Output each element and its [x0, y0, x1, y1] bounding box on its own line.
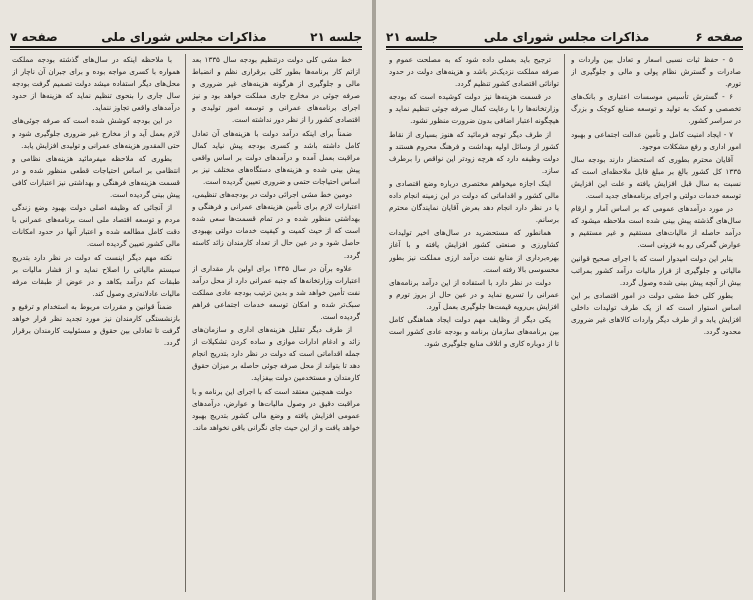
right-running-title: مذاکرات مجلس شورای ملی	[483, 30, 650, 44]
paragraph: ۷ - ایجاد امنیت کامل و تأمین عدالت اجتماعی و بهبود امور اداری و رفع مشکلات موجود.	[571, 129, 741, 151]
paragraph: ۶ - گسترش تأسیس موسسات اعتباری و بانک‌های تخصصی و کمک به تولید و توسعه صنایع کوچک و بزرگ در سراسر کشور.	[571, 92, 741, 126]
left-header-rule	[10, 46, 362, 48]
paragraph: علاوه برآن در سال ۱۳۳۵ برای اولین بار مقداری از اعتبارات وزارتخانه‌ها که جنبه عمرانی دارد از محل درآمد نفت تأمین خواهد شد و بدین ترتیب بودجه عادی مملکت سبک‌تر شده و امکان توسعه خدمات اجتماعی فراهم گردیده است.	[192, 263, 360, 321]
paragraph: از طرف دیگر توجه فرمائید که هنوز بسیاری از نقاط کشور از وسائل اولیه بهداشت و فرهنگ محروم هستند و دولت وظیفه دارد که هرچه زودتر این نواقص را برطرف سازد.	[389, 129, 559, 175]
paragraph: از طرف دیگر تقلیل هزینه‌های اداری و سازمان‌های زائد و ادغام ادارات موازی و ساده کردن تشکیلات از جمله اقداماتی است که دولت در نظر دارد بتدریج انجام دهد تا بتواند از محل صرفه جوئی حاصله بر میزان حقوق کارمندان و مستخدمین دولت بیفزاید.	[192, 325, 360, 383]
paragraph: اینک اجازه میخواهم مختصری درباره وضع اقتصادی و مالی کشور و اقداماتی که دولت در این زمینه انجام داده یا در نظر دارد انجام دهد بعرض آقایان نمایندگان محترم برسانم.	[389, 178, 559, 225]
paragraph: بطور کلی خط مشی دولت در امور اقتصادی بر این اساس استوار است که از یک طرف تولیدات داخلی افزایش یابد و از طرف دیگر واردات کالاهای غیر ضروری محدود گردد.	[571, 290, 741, 337]
left-page-header	[10, 22, 362, 44]
paragraph: آقایان محترم بطوری که استحضار دارند بودجه سال ۱۳۳۵ کل کشور بالغ بر مبلغ قابل ملاحظه‌ای است که نسبت به سال قبل افزایش یافته و علت این افزایش توسعه خدمات دولتی و اجرای برنامه‌های جدید است.	[571, 154, 741, 201]
paragraph: در قسمت هزینه‌ها نیز دولت کوشیده است که بودجه وزارتخانه‌ها را با رعایت کمال صرفه جوئی تنظیم نماید و هیچگونه اعتبار اضافی بدون ضرورت منظور نشود.	[389, 92, 559, 126]
paragraph: در مورد درآمدهای عمومی که بر اساس آمار و ارقام سال‌های گذشته پیش بینی شده است ملاحظه میشود که درآمد حاصله از مالیات‌های مستقیم و غیر مستقیم و عوارض گمرکی رو به فزونی است.	[571, 204, 741, 250]
left-column-divider	[185, 54, 186, 592]
right-session-label: جلسه ۲۱	[386, 30, 438, 44]
left-page-number: صفحه ۷	[10, 30, 58, 44]
paragraph: یکی دیگر از وظایف مهم دولت ایجاد هماهنگی کامل بین برنامه‌های سازمان برنامه و بودجه عادی کشور است تا از دوباره کاری و اتلاف منابع جلوگیری شود.	[389, 314, 559, 349]
paragraph: دومین خط مشی اجرائی دولت در بودجه‌های تنظیمی، اعتبارات لازم برای تأمین هزینه‌های عمرانی و فرهنگی و بهداشتی منظور شده و در تمام قسمت‌ها سعی شده است که از حیث کمیت و کیفیت خدمات دولتی بهبودی حاصل شود و در عین حال از تعداد کارمندان زائد کاسته گردد.	[192, 190, 360, 260]
right-column-divider	[564, 54, 565, 592]
paragraph: از آنجائی که وظیفه اصلی دولت بهبود وضع زندگی مردم و توسعه اقتصاد ملی است برنامه‌های عمرانی با دقت کامل مطالعه شده و اعتبار آنها در حدود امکانات مالی کشور تعیین گردیده است.	[12, 203, 180, 249]
left-page	[0, 0, 372, 600]
right-column-right	[571, 54, 741, 594]
left-column-left	[12, 54, 180, 594]
paragraph: ضمناً برای اینکه درآمد دولت با هزینه‌های آن تعادل کامل داشته باشد و کسری بودجه پیش نیاید کمال مراقبت بعمل آمده و درآمدهای دولت بر اساس واقعی پیش بینی شده و هزینه‌های دستگاه‌های مختلف نیز بر اساس احتیاجات حتمی و ضروری تعیین گردیده است.	[192, 128, 360, 186]
paragraph: بنابر این دولت امیدوار است که با اجرای صحیح قوانین مالیاتی و جلوگیری از فرار مالیات درآمد کشور بمراتب بیش از آنچه پیش بینی شده وصول گردد.	[571, 253, 741, 287]
right-header-rule	[386, 46, 743, 48]
paragraph: خط مشی کلی دولت درتنظیم بودجه سال ۱۳۳۵ بعد ازاتم کار برنامه‌ها بطور کلی برقراری نظم و انضباط مالی و جلوگیری از هرگونه هزینه‌های غیر ضروری و صرفه جوئی در مخارج جاری مملکت خواهد بود و نیز اجرای برنامه‌های عمرانی و توسعه امور تولیدی و اقتصادی کشور را از نظر دور نداشته است.	[192, 55, 360, 125]
paragraph: ترجیح باید بعملی داده شود که به مصلحت عموم و صرفه مملکت نزدیک‌تر باشد و هزینه‌های دولت در حدود توانائی اقتصادی کشور تنظیم گردد.	[389, 55, 559, 89]
left-header-rule-thin	[10, 49, 362, 50]
left-column-right	[192, 54, 360, 594]
paragraph: در این بودجه کوشش شده است که صرفه جوئی‌های لازم بعمل آید و از مخارج غیر ضروری جلوگیری شود و حتی المقدور هزینه‌های عمرانی و تولیدی افزایش یابد.	[12, 116, 180, 150]
right-header-rule-thin	[386, 49, 743, 50]
paragraph: نکته مهم دیگر اینست که دولت در نظر دارد بتدریج سیستم مالیاتی را اصلاح نماید و از فشار مالیات بر طبقات کم درآمد بکاهد و در عوض از طبقات مرفه مالیات عادلانه‌تری وصول کند.	[12, 252, 180, 298]
right-column-left	[389, 54, 559, 594]
paragraph: ۵ - حفظ ثبات نسبی اسعار و تعادل بین واردات و صادرات و گسترش نظام پولی و مالی و جلوگیری از تورم.	[571, 55, 741, 89]
left-running-title: مذاکرات مجلس شورای ملی	[101, 30, 267, 44]
paragraph: بطوری که ملاحظه میفرمائید هزینه‌های نظامی و انتظامی بر اساس احتیاجات قطعی منظور شده و در قسمت هزینه‌های فرهنگی و بهداشتی نیز اعتبارات کافی پیش بینی گردیده است.	[12, 153, 180, 200]
paragraph: با ملاحظه اینکه در سال‌های گذشته بودجه مملکت همواره با کسری مواجه بوده و برای جبران آن ناچار از محل‌های دیگر استفاده میشد دولت تصمیم گرفت بودجه سال جاری را بنحوی تنظیم نماید که هزینه‌ها از حدود درآمدهای واقعی تجاوز ننماید.	[12, 55, 180, 113]
right-page-header	[386, 22, 743, 44]
paragraph: همانطور که مستحضرید در سال‌های اخیر تولیدات کشاورزی و صنعتی کشور افزایش یافته و با آغاز بهره‌برداری از منابع نفت درآمد ارزی مملکت نیز بطور محسوسی بالا رفته است.	[389, 228, 559, 274]
right-page-number: صفحه ۶	[695, 30, 743, 44]
paragraph: دولت در نظر دارد با استفاده از این درآمد برنامه‌های عمرانی را تسریع نماید و در عین حال از بروز تورم و افزایش بی‌رویه قیمت‌ها جلوگیری بعمل آورد.	[389, 277, 559, 311]
left-session-label: جلسه ۲۱	[310, 30, 362, 44]
paragraph: دولت همچنین معتقد است که با اجرای این برنامه و با مراقبت دقیق در وصول مالیات‌ها و عوارض، درآمدهای عمومی افزایش یافته و وضع مالی کشور بتدریج بهبود خواهد یافت و از این حیث جای نگرانی باقی نخواهد ماند.	[192, 386, 360, 432]
right-page	[376, 0, 753, 600]
paragraph: ضمناً قوانین و مقررات مربوط به استخدام و ترفیع و بازنشستگی کارمندان نیز مورد تجدید نظر قرار خواهد گرفت تا تعادلی بین حقوق و مسئولیت کارمندان برقرار گردد.	[12, 301, 180, 348]
